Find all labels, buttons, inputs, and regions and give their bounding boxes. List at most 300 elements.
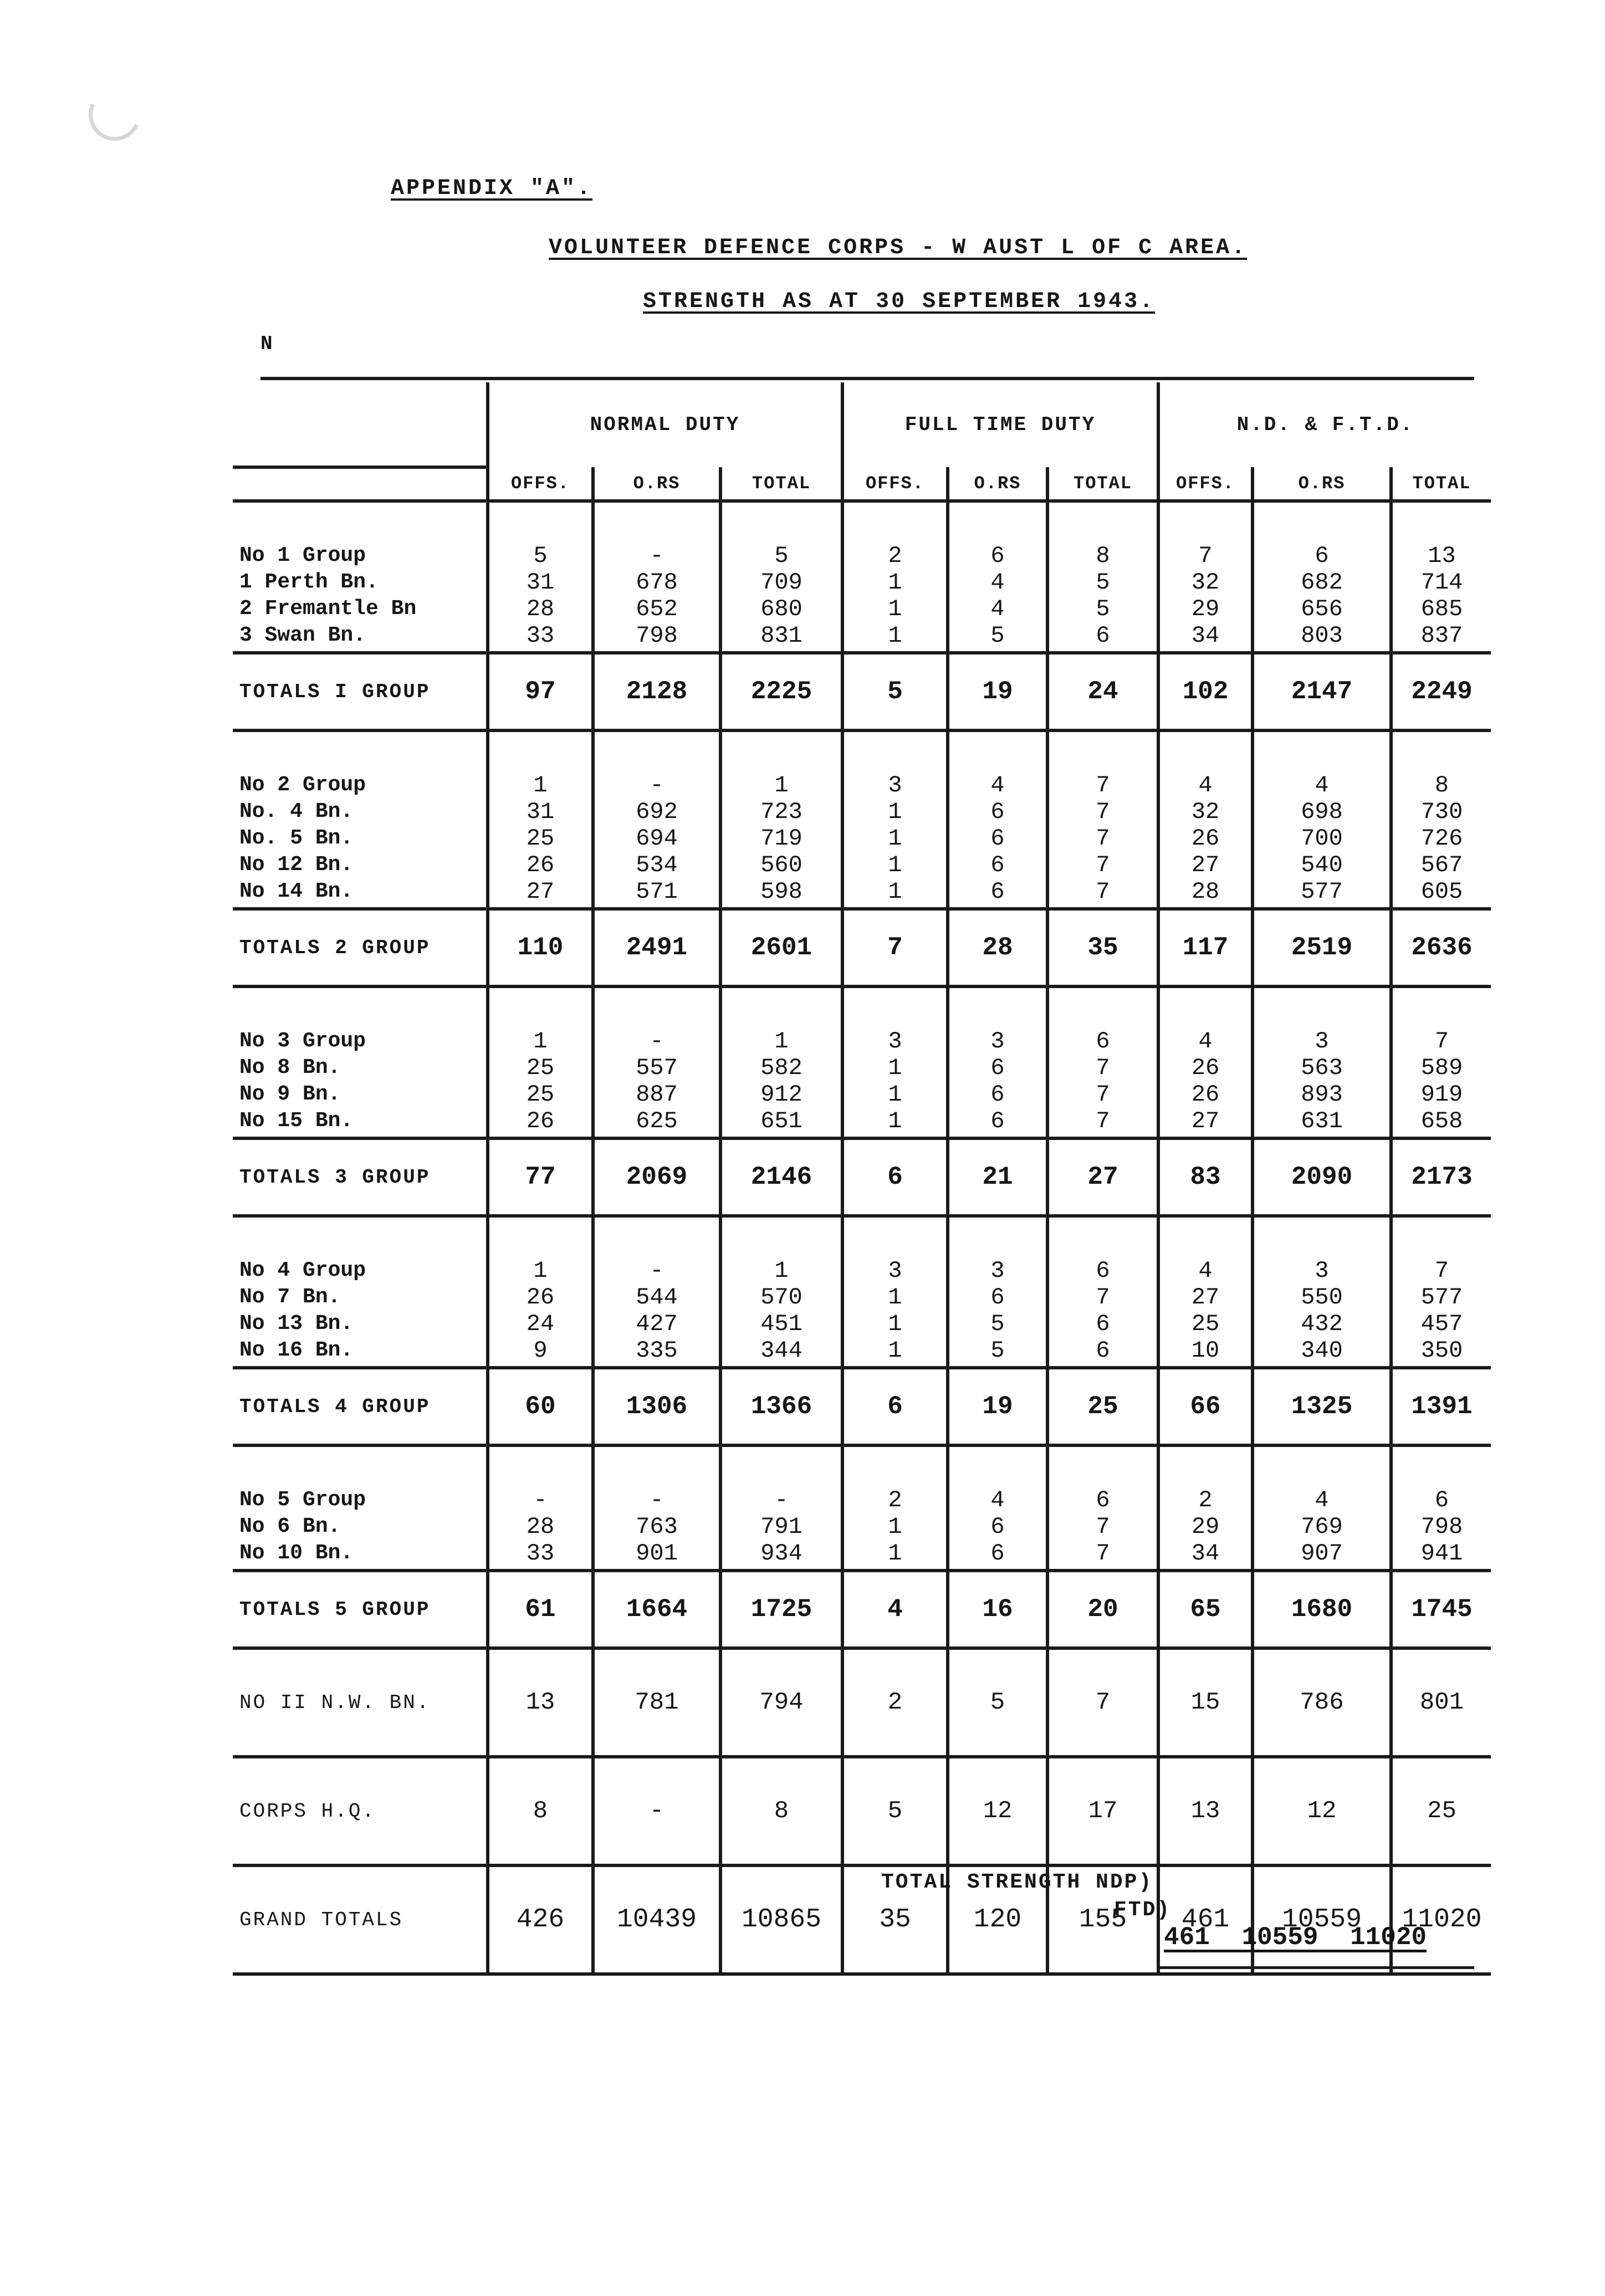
- extra-row: [233, 1648, 1491, 1757]
- value-cell: 7: [1047, 1284, 1158, 1311]
- value-cell: 6: [948, 1513, 1047, 1540]
- value-cell: 652: [593, 596, 720, 622]
- value-cell: 451: [720, 1311, 842, 1337]
- value-cell: 6: [1253, 536, 1391, 569]
- value-cell: 457: [1391, 1311, 1491, 1337]
- spacer-cell: [1391, 501, 1491, 536]
- table-top-rule: [260, 377, 1474, 380]
- value-cell: 2225: [720, 653, 842, 730]
- spacer-cell: [233, 501, 488, 536]
- spacer-cell: [1047, 1216, 1158, 1251]
- value-cell: 1: [842, 569, 948, 596]
- row-label: No 14 Bn.: [233, 878, 488, 909]
- value-cell: 11020: [1391, 1865, 1491, 1974]
- value-cell: 6: [948, 536, 1047, 569]
- value-cell: 28: [948, 909, 1047, 986]
- spacer-cell: [1391, 986, 1491, 1021]
- value-cell: 27: [1047, 1138, 1158, 1216]
- value-cell: 941: [1391, 1540, 1491, 1571]
- value-cell: 714: [1391, 569, 1491, 596]
- value-cell: 563: [1253, 1055, 1391, 1081]
- column-group-combined: N.D. & F.T.D.: [1158, 382, 1491, 467]
- value-cell: 1664: [593, 1571, 720, 1648]
- value-cell: 560: [720, 852, 842, 878]
- strength-table: [233, 382, 1491, 1976]
- unit-row: [233, 1108, 1491, 1138]
- value-cell: 4: [1158, 765, 1253, 799]
- value-cell: 1680: [1253, 1571, 1391, 1648]
- value-cell: 3: [842, 1021, 948, 1055]
- value-cell: 1: [842, 799, 948, 825]
- value-cell: 682: [1253, 569, 1391, 596]
- unit-row: [233, 1284, 1491, 1311]
- value-cell: 7: [1391, 1251, 1491, 1284]
- sub-header-ors: O.RS: [948, 467, 1047, 501]
- value-cell: 19: [948, 1368, 1047, 1445]
- value-cell: 1: [488, 1251, 593, 1284]
- value-cell: 7: [842, 909, 948, 986]
- spacer-cell: [1158, 986, 1253, 1021]
- spacer-cell: [720, 1216, 842, 1251]
- row-label: No. 4 Bn.: [239, 800, 354, 824]
- value-cell: 1: [842, 878, 948, 909]
- row-label: No 9 Bn.: [239, 1082, 341, 1106]
- spacer-cell: [1253, 986, 1391, 1021]
- value-cell: 97: [488, 653, 593, 730]
- value-cell: 13: [488, 1648, 593, 1757]
- value-cell: 2636: [1391, 909, 1491, 986]
- spacer-cell: [593, 986, 720, 1021]
- value-cell: 8: [720, 1757, 842, 1865]
- value-cell: -: [593, 1251, 720, 1284]
- unit-row: [233, 825, 1491, 852]
- footer-double-rule: [1158, 1966, 1474, 1969]
- value-cell: 4: [948, 569, 1047, 596]
- value-cell: 4: [948, 1480, 1047, 1513]
- spacer-row: [233, 1445, 1491, 1480]
- spacer-cell: [233, 1216, 488, 1251]
- value-cell: 5: [948, 622, 1047, 653]
- value-cell: 17: [1047, 1757, 1158, 1865]
- value-cell: 598: [720, 878, 842, 909]
- column-group-full-time-duty: FULL TIME DUTY: [842, 382, 1158, 467]
- value-cell: 6: [1047, 1480, 1158, 1513]
- value-cell: 694: [593, 825, 720, 852]
- unit-row: [233, 878, 1491, 909]
- value-cell: 1: [842, 1337, 948, 1368]
- value-cell: 1: [842, 596, 948, 622]
- value-cell: 25: [1047, 1368, 1158, 1445]
- value-cell: 631: [1253, 1108, 1391, 1138]
- value-cell: 1: [842, 1081, 948, 1108]
- spacer-cell: [720, 986, 842, 1021]
- value-cell: 7: [1047, 799, 1158, 825]
- unit-row: [233, 536, 1491, 569]
- value-cell: 1: [842, 852, 948, 878]
- value-cell: 15: [1158, 1648, 1253, 1757]
- unit-row: [233, 1251, 1491, 1284]
- value-cell: 6: [842, 1138, 948, 1216]
- spacer-cell: [948, 1216, 1047, 1251]
- footer-value-offs: 461: [1164, 1923, 1210, 1952]
- spacer-cell: [1047, 501, 1158, 536]
- value-cell: 2601: [720, 909, 842, 986]
- value-cell: 6: [948, 799, 1047, 825]
- sub-header-total: TOTAL: [1047, 467, 1158, 501]
- value-cell: -: [593, 765, 720, 799]
- value-cell: 837: [1391, 622, 1491, 653]
- value-cell: 3: [1253, 1251, 1391, 1284]
- value-cell: 7: [1047, 1648, 1158, 1757]
- spacer-cell: [1158, 730, 1253, 765]
- spacer-cell: [720, 501, 842, 536]
- row-label: TOTALS 4 GROUP: [233, 1368, 488, 1445]
- value-cell: 24: [1047, 653, 1158, 730]
- row-label: TOTALS 3 GROUP: [233, 1138, 488, 1216]
- spacer-cell: [842, 986, 948, 1021]
- value-cell: 31: [488, 569, 593, 596]
- unit-row: [233, 765, 1491, 799]
- value-cell: 10559: [1253, 1865, 1391, 1974]
- value-cell: 534: [593, 852, 720, 878]
- value-cell: 19: [948, 653, 1047, 730]
- spacer-cell: [233, 730, 488, 765]
- column-group-normal-duty: NORMAL DUTY: [488, 382, 842, 467]
- row-label: No 6 Bn.: [239, 1515, 341, 1538]
- value-cell: 26: [488, 1108, 593, 1138]
- value-cell: 25: [488, 1055, 593, 1081]
- value-cell: 27: [488, 878, 593, 909]
- value-cell: 625: [593, 1108, 720, 1138]
- spacer-cell: [1158, 1216, 1253, 1251]
- value-cell: 651: [720, 1108, 842, 1138]
- spacer-cell: [593, 1445, 720, 1480]
- value-cell: 798: [1391, 1513, 1491, 1540]
- value-cell: 7: [1047, 1055, 1158, 1081]
- value-cell: 32: [1158, 799, 1253, 825]
- value-cell: -: [720, 1480, 842, 1513]
- value-cell: 2: [842, 1480, 948, 1513]
- row-label: GRAND TOTALS: [233, 1865, 488, 1974]
- value-cell: 34: [1158, 1540, 1253, 1571]
- unit-row: [233, 799, 1491, 825]
- value-cell: 557: [593, 1055, 720, 1081]
- spacer-cell: [488, 1216, 593, 1251]
- value-cell: 10439: [593, 1865, 720, 1974]
- unit-row: [233, 1337, 1491, 1368]
- value-cell: 12: [1253, 1757, 1391, 1865]
- row-label: No 3 Group: [239, 1029, 366, 1053]
- value-cell: 678: [593, 569, 720, 596]
- value-cell: 3: [1253, 1021, 1391, 1055]
- group-total-row: [233, 653, 1491, 730]
- value-cell: 1: [842, 1055, 948, 1081]
- spacer-cell: [1158, 1445, 1253, 1480]
- value-cell: 35: [842, 1865, 948, 1974]
- value-cell: 719: [720, 825, 842, 852]
- value-cell: 7: [1047, 765, 1158, 799]
- value-cell: 7: [1047, 1081, 1158, 1108]
- sub-header-row: [233, 467, 1491, 501]
- value-cell: 769: [1253, 1513, 1391, 1540]
- value-cell: 2069: [593, 1138, 720, 1216]
- value-cell: 7: [1047, 878, 1158, 909]
- footer-value-total: 11020: [1350, 1923, 1427, 1952]
- spacer-cell: [1047, 986, 1158, 1021]
- value-cell: 5: [948, 1337, 1047, 1368]
- value-cell: 8: [488, 1757, 593, 1865]
- value-cell: 12: [948, 1757, 1047, 1865]
- value-cell: 5: [488, 536, 593, 569]
- value-cell: 7: [1047, 1513, 1158, 1540]
- footer-total-strength-label: TOTAL STRENGTH NDP): [881, 1870, 1153, 1894]
- value-cell: 763: [593, 1513, 720, 1540]
- value-cell: 798: [593, 622, 720, 653]
- value-cell: 26: [488, 852, 593, 878]
- spacer-row: [233, 501, 1491, 536]
- sub-header-offs: OFFS.: [842, 467, 948, 501]
- value-cell: 27: [1158, 1284, 1253, 1311]
- unit-row: [233, 1021, 1491, 1055]
- value-cell: 4: [948, 765, 1047, 799]
- column-group-header-row: [233, 382, 1491, 467]
- footer-value-ors: 10559: [1241, 1923, 1318, 1952]
- unit-row: [233, 852, 1491, 878]
- value-cell: 907: [1253, 1540, 1391, 1571]
- value-cell: 60: [488, 1368, 593, 1445]
- value-cell: 893: [1253, 1081, 1391, 1108]
- row-label: 1 Perth Bn.: [239, 570, 379, 594]
- value-cell: 13: [1158, 1757, 1253, 1865]
- value-cell: 582: [720, 1055, 842, 1081]
- value-cell: 5: [720, 536, 842, 569]
- spacer-cell: [593, 730, 720, 765]
- value-cell: -: [488, 1480, 593, 1513]
- value-cell: 5: [948, 1648, 1047, 1757]
- value-cell: 1: [842, 825, 948, 852]
- value-cell: 16: [948, 1571, 1047, 1648]
- value-cell: 25: [488, 825, 593, 852]
- value-cell: 24: [488, 1311, 593, 1337]
- value-cell: 605: [1391, 878, 1491, 909]
- row-label: No 5 Group: [239, 1488, 366, 1512]
- value-cell: 6: [948, 878, 1047, 909]
- value-cell: 3: [948, 1251, 1047, 1284]
- value-cell: 589: [1391, 1055, 1491, 1081]
- sub-header-offs: OFFS.: [1158, 467, 1253, 501]
- row-label: No 10 Bn.: [233, 1540, 488, 1571]
- value-cell: 10: [1158, 1337, 1253, 1368]
- value-cell: 21: [948, 1138, 1047, 1216]
- value-cell: 13: [1391, 536, 1491, 569]
- value-cell: 3: [842, 1251, 948, 1284]
- unit-row: [233, 1081, 1491, 1108]
- spacer-cell: [233, 1445, 488, 1480]
- row-label: 3 Swan Bn.: [233, 622, 488, 653]
- value-cell: 656: [1253, 596, 1391, 622]
- value-cell: 7: [1047, 1540, 1158, 1571]
- spacer-cell: [488, 1445, 593, 1480]
- value-cell: 934: [720, 1540, 842, 1571]
- sub-header-offs: OFFS.: [488, 467, 593, 501]
- spacer-cell: [1391, 1445, 1491, 1480]
- value-cell: 6: [842, 1368, 948, 1445]
- spacer-cell: [842, 1216, 948, 1251]
- value-cell: 33: [488, 622, 593, 653]
- sub-header-total: TOTAL: [720, 467, 842, 501]
- value-cell: 32: [1158, 569, 1253, 596]
- value-cell: 550: [1253, 1284, 1391, 1311]
- spacer-cell: [1253, 501, 1391, 536]
- value-cell: 730: [1391, 799, 1491, 825]
- spacer-cell: [1391, 1216, 1491, 1251]
- row-label: No 13 Bn.: [239, 1312, 354, 1336]
- unit-row: [233, 1311, 1491, 1337]
- value-cell: 1: [842, 1108, 948, 1138]
- value-cell: 912: [720, 1081, 842, 1108]
- value-cell: 20: [1047, 1571, 1158, 1648]
- spacer-cell: [593, 1216, 720, 1251]
- value-cell: 26: [488, 1284, 593, 1311]
- spacer-cell: [593, 501, 720, 536]
- value-cell: -: [593, 1757, 720, 1865]
- value-cell: 27: [1158, 1108, 1253, 1138]
- value-cell: 1: [842, 1284, 948, 1311]
- value-cell: 28: [1158, 878, 1253, 909]
- row-label: No 12 Bn.: [239, 853, 354, 877]
- value-cell: 2147: [1253, 653, 1391, 730]
- value-cell: 1325: [1253, 1368, 1391, 1445]
- value-cell: 26: [1158, 825, 1253, 852]
- value-cell: 6: [1047, 1021, 1158, 1055]
- row-label: CORPS H.Q.: [233, 1757, 488, 1865]
- value-cell: 9: [488, 1337, 593, 1368]
- row-label: TOTALS 5 GROUP: [233, 1571, 488, 1648]
- value-cell: 2249: [1391, 653, 1491, 730]
- value-cell: 887: [593, 1081, 720, 1108]
- value-cell: 5: [1047, 596, 1158, 622]
- value-cell: 8: [1047, 536, 1158, 569]
- spacer-cell: [1391, 730, 1491, 765]
- sub-header-blank: [233, 467, 488, 501]
- value-cell: 6: [948, 1081, 1047, 1108]
- value-cell: 1391: [1391, 1368, 1491, 1445]
- value-cell: 6: [948, 825, 1047, 852]
- value-cell: 700: [1253, 825, 1391, 852]
- value-cell: 3: [948, 1021, 1047, 1055]
- spacer-cell: [948, 730, 1047, 765]
- value-cell: 120: [948, 1865, 1047, 1974]
- unit-row: [233, 569, 1491, 596]
- value-cell: 726: [1391, 825, 1491, 852]
- spacer-cell: [1253, 1445, 1391, 1480]
- value-cell: 432: [1253, 1311, 1391, 1337]
- value-cell: 698: [1253, 799, 1391, 825]
- value-cell: 1: [842, 1540, 948, 1571]
- value-cell: 27: [1158, 852, 1253, 878]
- value-cell: 2519: [1253, 909, 1391, 986]
- value-cell: 6: [948, 1284, 1047, 1311]
- sub-header-ors: O.RS: [1253, 467, 1391, 501]
- value-cell: 1: [842, 1311, 948, 1337]
- value-cell: 540: [1253, 852, 1391, 878]
- value-cell: 7: [1047, 852, 1158, 878]
- value-cell: 344: [720, 1337, 842, 1368]
- value-cell: 6: [1391, 1480, 1491, 1513]
- value-cell: 577: [1253, 878, 1391, 909]
- value-cell: 5: [1047, 569, 1158, 596]
- unit-row: [233, 1513, 1491, 1540]
- value-cell: 577: [1391, 1284, 1491, 1311]
- value-cell: 2491: [593, 909, 720, 986]
- value-cell: 77: [488, 1138, 593, 1216]
- value-cell: 6: [948, 852, 1047, 878]
- row-label: No 8 Bn.: [239, 1056, 341, 1080]
- value-cell: 723: [720, 799, 842, 825]
- value-cell: -: [593, 536, 720, 569]
- value-cell: 567: [1391, 852, 1491, 878]
- value-cell: 3: [842, 765, 948, 799]
- unit-row: [233, 1055, 1491, 1081]
- value-cell: 709: [720, 569, 842, 596]
- grand-total-row: [233, 1865, 1491, 1974]
- value-cell: 6: [1047, 1251, 1158, 1284]
- value-cell: 680: [720, 596, 842, 622]
- value-cell: 6: [948, 1108, 1047, 1138]
- spacer-cell: [1047, 730, 1158, 765]
- value-cell: 571: [593, 878, 720, 909]
- value-cell: 340: [1253, 1337, 1391, 1368]
- spacer-row: [233, 1216, 1491, 1251]
- spacer-cell: [948, 501, 1047, 536]
- value-cell: 29: [1158, 596, 1253, 622]
- sub-header-ors: O.RS: [593, 467, 720, 501]
- value-cell: 801: [1391, 1648, 1491, 1757]
- value-cell: 1: [842, 622, 948, 653]
- value-cell: 1306: [593, 1368, 720, 1445]
- value-cell: 4: [1158, 1251, 1253, 1284]
- unit-row: [233, 1480, 1491, 1513]
- value-cell: 110: [488, 909, 593, 986]
- value-cell: 10865: [720, 1865, 842, 1974]
- value-cell: 7: [1158, 536, 1253, 569]
- spacer-row: [233, 986, 1491, 1021]
- sub-header-total: TOTAL: [1391, 467, 1491, 501]
- spacer-cell: [720, 730, 842, 765]
- value-cell: 1: [842, 1513, 948, 1540]
- spacer-cell: [842, 730, 948, 765]
- value-cell: 791: [720, 1513, 842, 1540]
- group-total-row: [233, 1571, 1491, 1648]
- value-cell: 335: [593, 1337, 720, 1368]
- value-cell: 4: [948, 596, 1047, 622]
- footer-ftd-label: FTD): [1114, 1898, 1172, 1922]
- row-label: No 4 Group: [239, 1259, 366, 1282]
- value-cell: 4: [1253, 765, 1391, 799]
- value-cell: 1745: [1391, 1571, 1491, 1648]
- value-cell: 5: [842, 1757, 948, 1865]
- unit-row: [233, 622, 1491, 653]
- value-cell: 5: [842, 653, 948, 730]
- value-cell: 28: [488, 1513, 593, 1540]
- unit-row: [233, 1540, 1491, 1571]
- value-cell: 31: [488, 799, 593, 825]
- footer-total-values: [1164, 1923, 1427, 1952]
- value-cell: 2128: [593, 653, 720, 730]
- value-cell: 350: [1391, 1337, 1491, 1368]
- group-total-row: [233, 1138, 1491, 1216]
- row-label: No 16 Bn.: [233, 1337, 488, 1368]
